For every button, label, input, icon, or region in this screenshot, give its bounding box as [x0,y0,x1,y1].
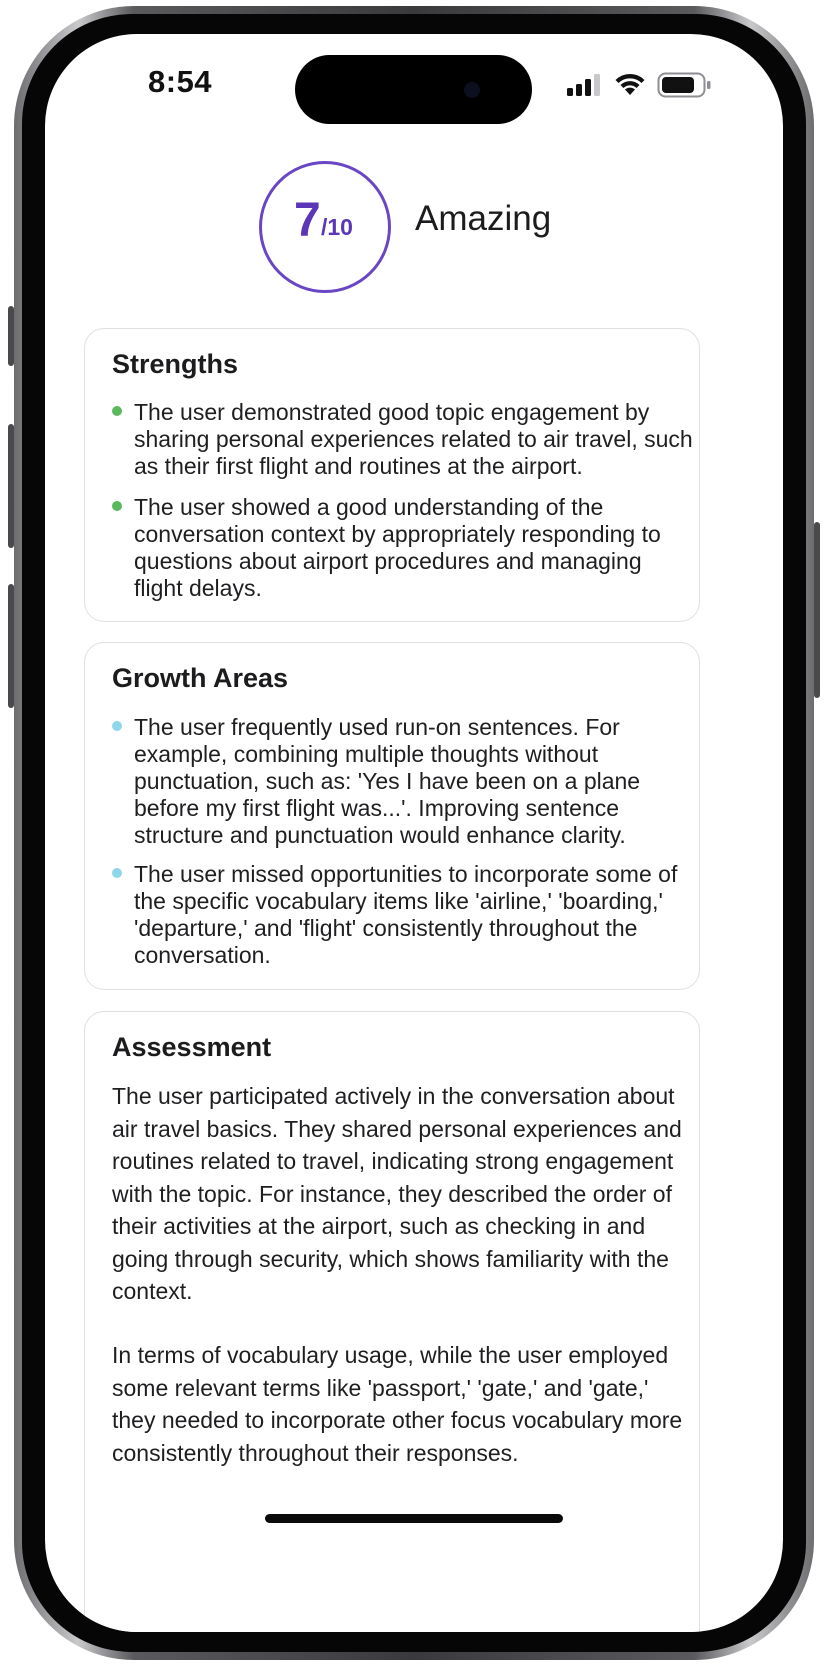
home-indicator[interactable] [265,1514,563,1523]
list-item [134,399,694,480]
strength-text: The user showed a good understanding of the conversation context by appropriately responding to questions about airport procedures and managing flight delays. [134,494,661,601]
assessment-paragraph: In terms of vocabulary usage, while the user employed some relevant terms like 'passport,' 'gate,' and 'gate,' they needed to incorporate other focus vocabulary more consistently throughout their responses. [112,1342,683,1466]
front-camera-icon [464,82,480,98]
assessment-title: Assessment [112,1032,272,1062]
score-denominator: /10 [321,214,353,240]
strengths-card [84,328,700,622]
assessment-paragraph: The user participated actively in the conversation about air travel basics. They shared personal experiences and routines related to travel, indicating strong engagement with the topic. For instance, they described the order of their activities at the airport, such as checking in and going through security, which shows familiarity with the context. [112,1083,682,1304]
growth-areas-title: Growth Areas [112,663,289,693]
list-item [134,714,694,849]
bullet-dot [112,501,122,511]
volume-up-button [8,424,14,548]
bullet-dot [112,406,122,416]
cellular-signal-icon [567,74,603,96]
list-item [134,494,694,602]
action-button [8,306,14,366]
score-label: Amazing [415,199,552,238]
dynamic-island [295,55,532,124]
score-badge [259,161,391,293]
volume-down-button [8,584,14,708]
power-button [814,522,820,698]
status-time: 8:54 [148,64,213,99]
growth-area-text: The user missed opportunities to incorporate some of the specific vocabulary items like 'airline,' 'boarding,' 'departure,' and 'flight' consistently throughout the conversation. [134,861,678,968]
strengths-title: Strengths [112,349,239,379]
growth-area-text: The user frequently used run-on sentences. For example, combining multiple thoughts without punctuation, such as: 'Yes I have been on a plane before my first flight was...'. Improving sentence structure and punctuation would enhance clarity. [134,714,641,848]
strength-text: The user demonstrated good topic engagement by sharing personal experiences related to air travel, such as their first flight and routines at the airport. [134,399,693,479]
screen [45,34,783,1632]
battery-icon [657,72,713,98]
wifi-icon [614,72,646,96]
list-item [134,861,694,969]
bullet-dot [112,721,122,731]
score-value: 7 [294,194,321,247]
bullet-dot [112,868,122,878]
assessment-card [84,1011,700,1632]
growth-areas-card [84,642,700,990]
